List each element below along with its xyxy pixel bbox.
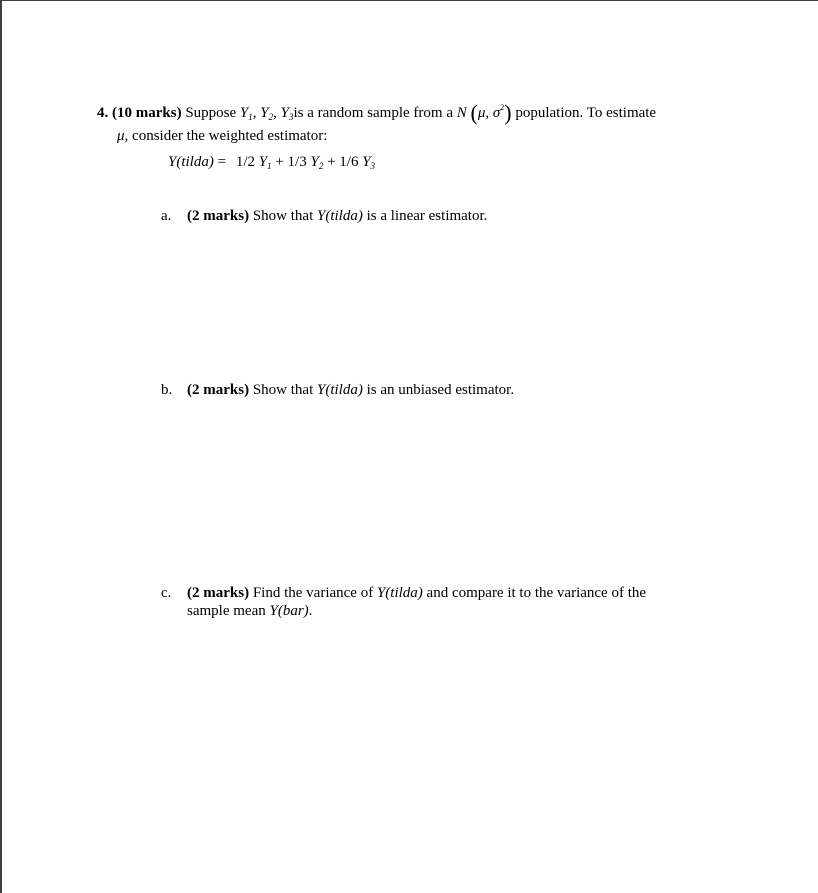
estimator-formula	[168, 153, 375, 171]
part-a	[161, 207, 487, 225]
part-marks: (2 marks)	[187, 208, 250, 224]
part-text-end: is an unbiased estimator.	[366, 382, 515, 398]
formula-coef-2: 1/3	[287, 154, 307, 170]
formula-var-2: $Y_2$	[310, 154, 324, 171]
part-text: Show that	[252, 208, 314, 224]
part-marks: (2 marks)	[187, 382, 250, 398]
part-text: Show that	[252, 382, 314, 398]
question-header: 4. (10 marks) Suppose $Y_1$, $Y_2$, $Y_3is$ a random sample from a N (μ, $\sigma^2$) population. To estimate	[97, 100, 657, 125]
part-marks: (2 marks)	[187, 585, 250, 601]
part-label: c.	[161, 585, 172, 601]
var-y3: $Y_3$	[280, 105, 294, 122]
dist-n: N	[456, 105, 467, 121]
mu-symbol: μ	[117, 128, 125, 144]
part-text: Find the variance of	[252, 585, 374, 601]
formula-coef-1: 1/2	[235, 154, 255, 170]
part-c-line-2	[187, 602, 312, 620]
var-y1: $Y_1$	[239, 105, 253, 122]
var-y2: $Y_2$	[260, 105, 274, 122]
formula-plus-1: +	[275, 154, 284, 170]
question-line-2	[117, 127, 327, 145]
part-term: Y(tilda)	[317, 208, 363, 224]
part-label: a.	[161, 208, 172, 224]
formula-equals: =	[217, 154, 227, 170]
part-text-end: .	[308, 603, 313, 619]
formula-plus-2: +	[327, 154, 336, 170]
part-term: Y(tilda)	[376, 585, 423, 601]
formula-lhs: Y(tilda)	[168, 154, 214, 170]
part-text: sample mean	[187, 603, 266, 619]
formula-var-1: $Y_1$	[258, 154, 272, 171]
part-text-end: is a linear estimator.	[366, 208, 488, 224]
part-term: Y(tilda)	[317, 382, 363, 398]
question-marks: (10 marks)	[112, 105, 182, 121]
part-text-end: and compare it to the variance of the	[426, 585, 647, 601]
part-b	[161, 381, 514, 399]
formula-coef-3: 1/6	[339, 154, 359, 170]
question-line-2-text: , consider the weighted estimator:	[124, 128, 328, 144]
question-intro-text-2: is a random sample from a	[293, 105, 453, 121]
question-intro-text: Suppose	[185, 105, 237, 121]
part-label: b.	[161, 382, 173, 398]
question-intro-text-3: population. To estimate	[515, 105, 657, 121]
formula-var-3: $Y_3$	[362, 154, 376, 171]
dist-params: (μ, $\sigma^2$)	[470, 100, 512, 125]
question-number: 4.	[97, 105, 109, 121]
part-c	[161, 584, 646, 602]
part-term: Y(bar)	[269, 603, 309, 619]
